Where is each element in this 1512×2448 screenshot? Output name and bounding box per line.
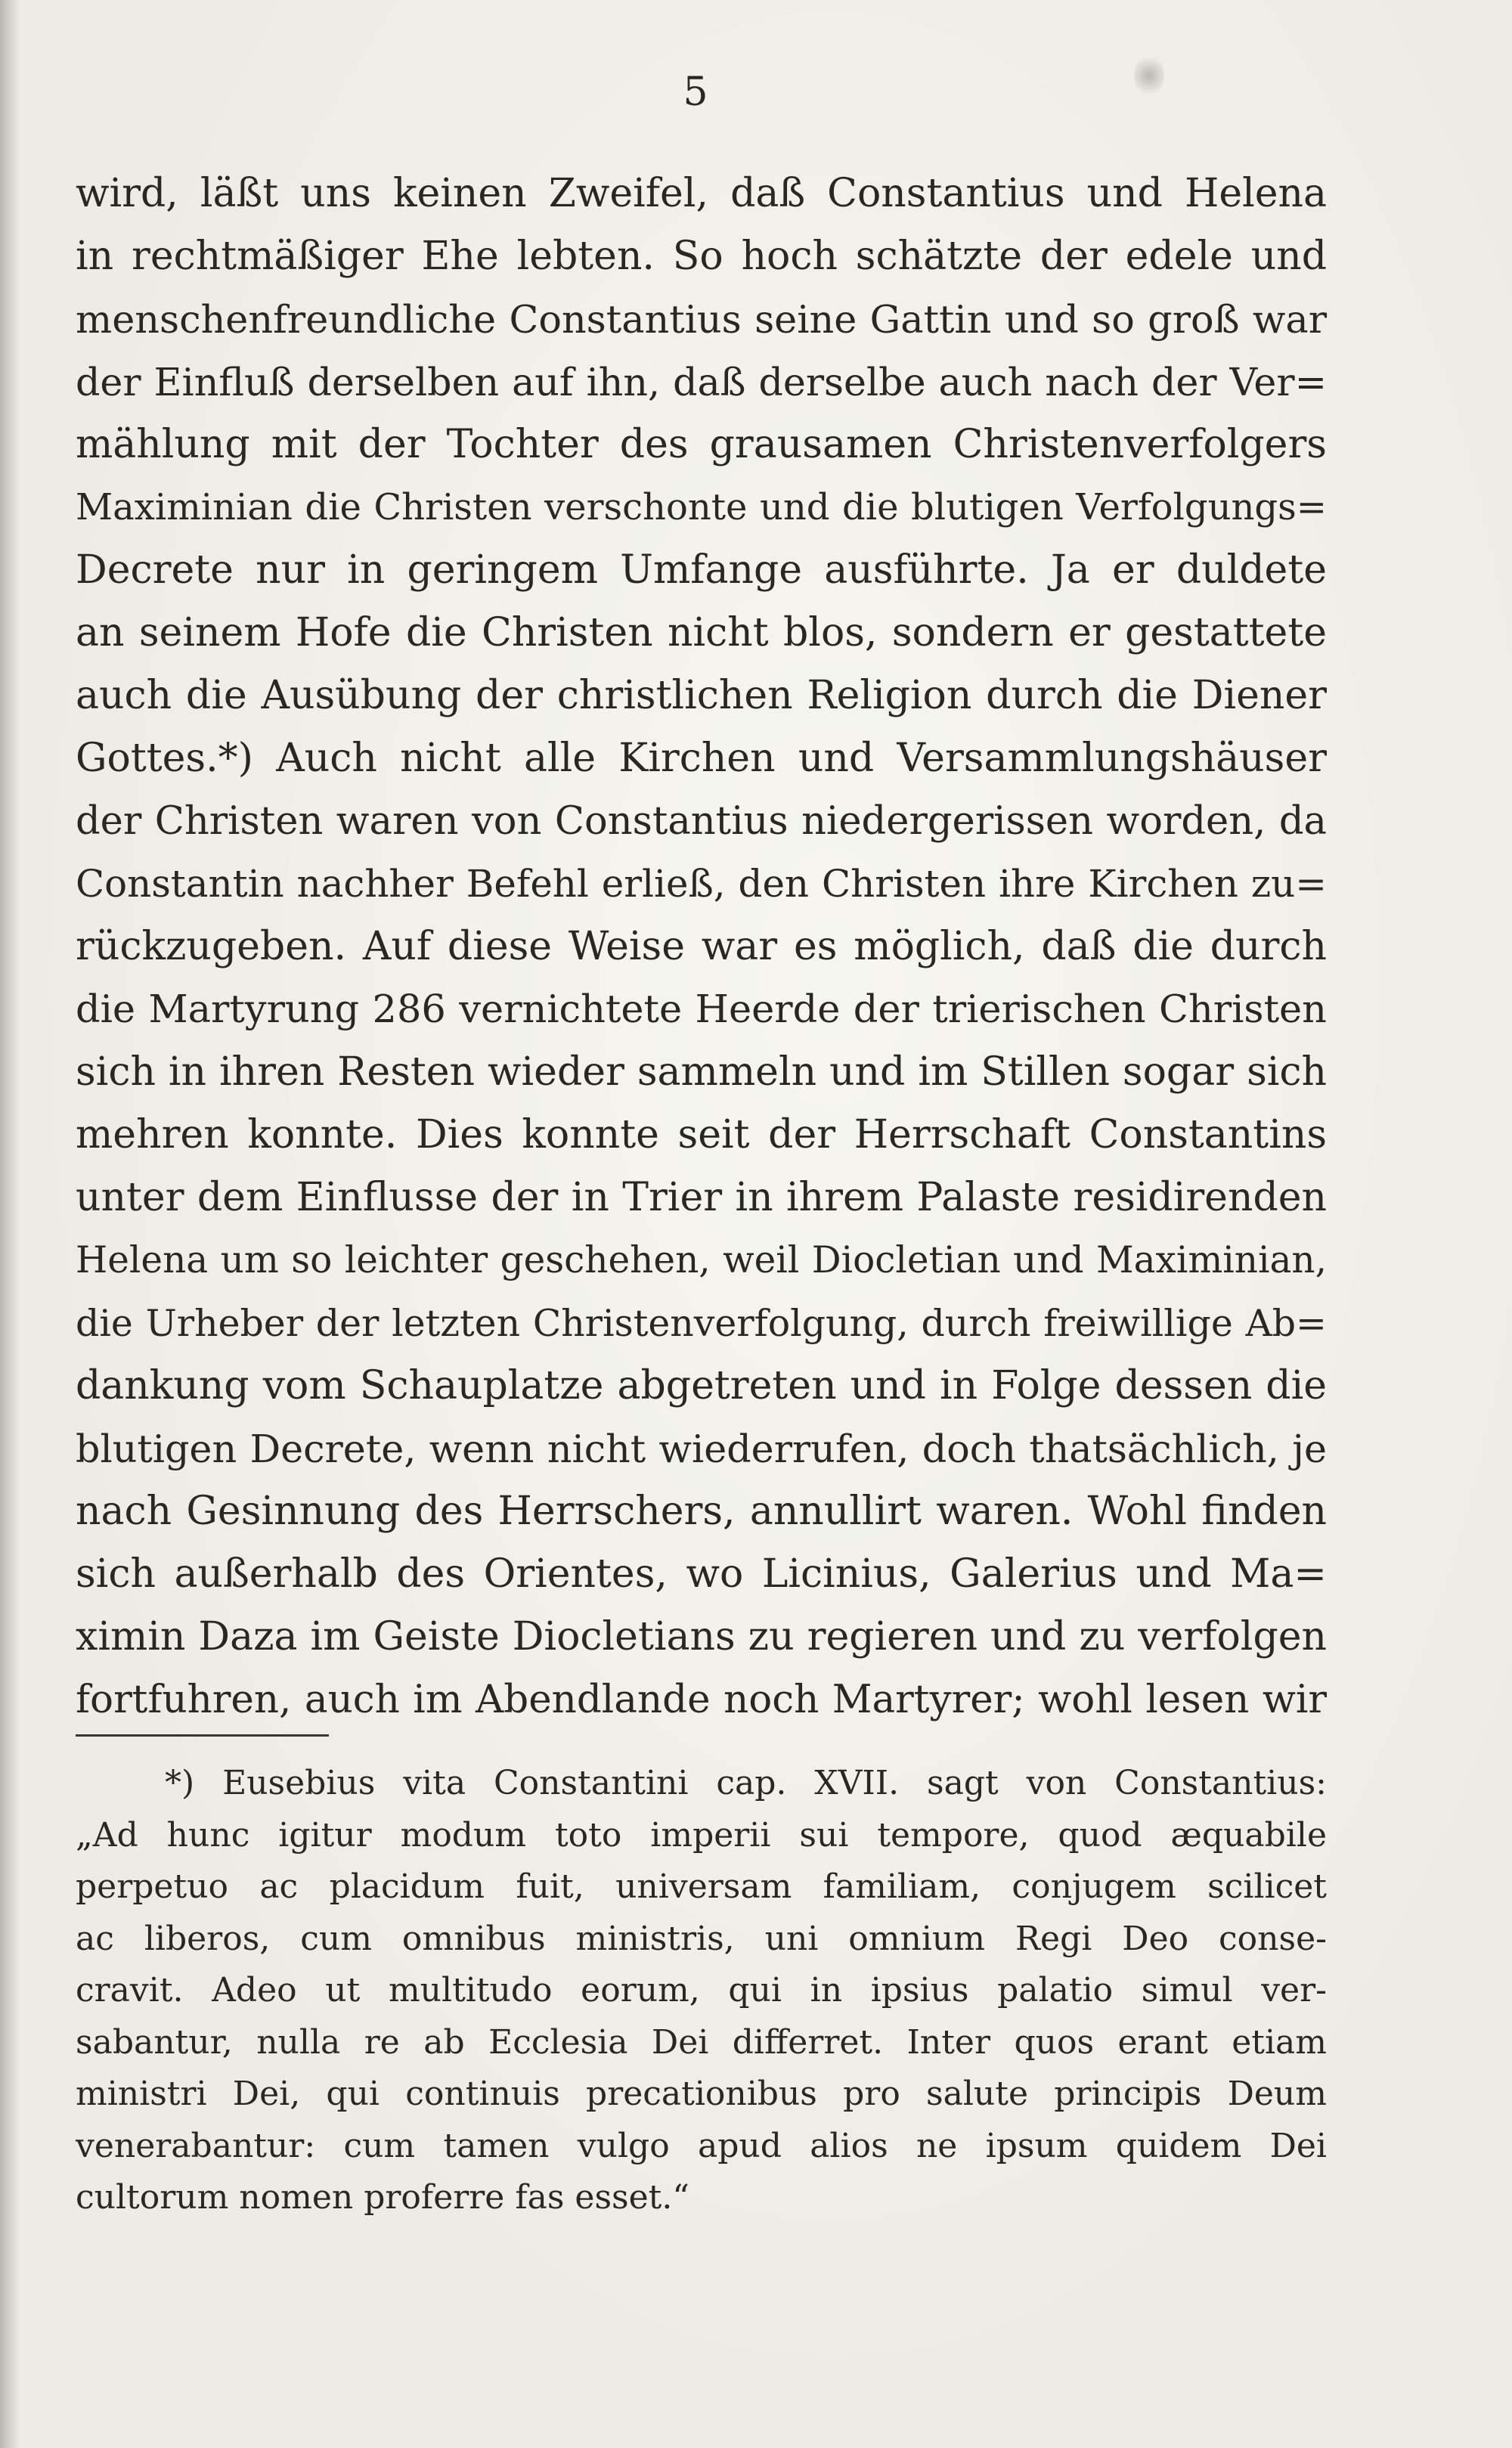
page-binding-edge bbox=[0, 0, 20, 2448]
body-line: Constantin nachher Befehl erließ, den Christen ihre Kirchen zu= bbox=[76, 862, 1327, 906]
body-line: auch die Ausübung der christlichen Religion durch die Diener bbox=[76, 673, 1327, 718]
body-line: Decrete nur in geringem Umfange ausführte. Ja er duldete bbox=[76, 547, 1327, 593]
footnote-line: venerabantur: cum tamen vulgo apud alios ne ipsum quidem Dei bbox=[76, 2126, 1327, 2165]
footnote-line: ministri Dei, qui continuis precationibus pro salute principis Deum bbox=[76, 2075, 1327, 2113]
footnote-separator bbox=[76, 1734, 329, 1737]
footnote-line: cultorum nomen proferre fas esset.“ bbox=[76, 2178, 689, 2217]
footnote-line: „Ad hunc igitur modum toto imperii sui tempore, quod æquabile bbox=[76, 1815, 1327, 1855]
body-line: wird, läßt uns keinen Zweifel, daß Constantius und Helena bbox=[76, 171, 1327, 216]
footnote bbox=[76, 1758, 1327, 2224]
footnote-line: perpetuo ac placidum fuit, universam familiam, conjugem scilicet bbox=[76, 1867, 1327, 1906]
body-line: ximin Daza im Geiste Diocletians zu regieren und zu verfolgen bbox=[76, 1614, 1327, 1659]
body-line: Gottes.*) Auch nicht alle Kirchen und Versammlungshäuser bbox=[76, 736, 1327, 781]
body-line: mehren konnte. Dies konnte seit der Herrschaft Constantins bbox=[76, 1112, 1327, 1157]
footnote-line: cravit. Adeo ut multitudo eorum, qui in ipsius palatio simul ver- bbox=[76, 1971, 1327, 2010]
body-line: der Einfluß derselben auf ihn, daß derselbe auch nach der Ver= bbox=[76, 360, 1327, 404]
body-line: Helena um so leichter geschehen, weil Diocletian und Maximinian, bbox=[76, 1239, 1327, 1281]
body-line: rückzugeben. Auf diese Weise war es möglich, daß die durch bbox=[76, 924, 1327, 969]
body-line: sich in ihren Resten wieder sammeln und im Stillen sogar sich bbox=[76, 1049, 1327, 1095]
body-line: in rechtmäßiger Ehe lebten. So hoch schätzte der edele und bbox=[76, 234, 1327, 279]
page-number: 5 bbox=[683, 70, 708, 115]
footnote-line: *) Eusebius vita Constantini cap. XVII. sagt von Constantius: bbox=[165, 1764, 1327, 1802]
body-line: blutigen Decrete, wenn nicht wiederrufen, doch thatsächlich, je bbox=[76, 1427, 1327, 1471]
body-line: nach Gesinnung des Herrschers, annullirt waren. Wohl finden bbox=[76, 1489, 1327, 1534]
body-line: menschenfreundliche Constantius seine Gattin und so groß war bbox=[76, 297, 1327, 342]
body-line: an seinem Hofe die Christen nicht blos, sondern er gestattete bbox=[76, 610, 1327, 655]
footnote-line: sabantur, nulla re ab Ecclesia Dei differret. Inter quos erant etiam bbox=[76, 2022, 1327, 2062]
body-line: mählung mit der Tochter des grausamen Christenverfolgers bbox=[76, 422, 1327, 467]
body-line: fortfuhren, auch im Abendlande noch Martyrer; wohl lesen wir bbox=[76, 1677, 1327, 1722]
footnote-line: ac liberos, cum omnibus ministris, uni omnium Regi Deo conse- bbox=[76, 1919, 1327, 1958]
body-text bbox=[76, 163, 1327, 1731]
body-line: unter dem Einflusse der in Trier in ihrem Palaste residirenden bbox=[76, 1175, 1327, 1220]
body-line: dankung vom Schauplatze abgetreten und in Folge dessen die bbox=[76, 1363, 1327, 1408]
body-line: Maximinian die Christen verschonte und die blutigen Verfolgungs= bbox=[76, 486, 1327, 528]
body-line: die Martyrung 286 vernichtete Heerde der trierischen Christen bbox=[76, 987, 1327, 1032]
body-line: die Urheber der letzten Christenverfolgung, durch freiwillige Ab= bbox=[76, 1302, 1327, 1345]
body-line: sich außerhalb des Orientes, wo Licinius, Galerius und Ma= bbox=[76, 1551, 1327, 1597]
body-line: der Christen waren von Constantius niedergerissen worden, da bbox=[76, 799, 1327, 844]
